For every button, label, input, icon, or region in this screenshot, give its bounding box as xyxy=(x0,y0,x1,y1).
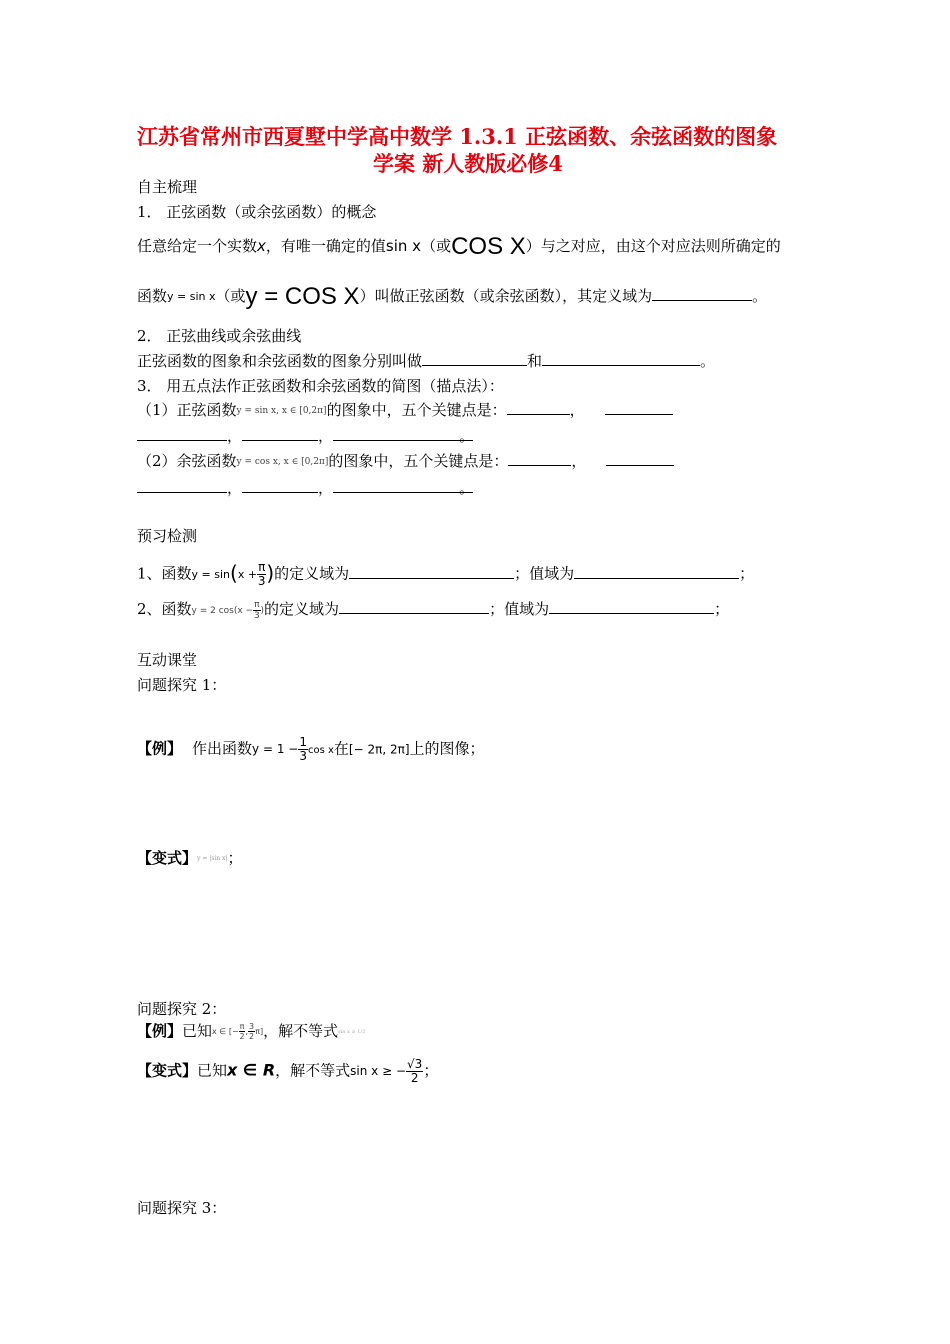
q2-formula: y = 2 cos(x − $\frac{\pi}{3}$ ) xyxy=(191,599,265,621)
sin-x-formula: sin x xyxy=(385,237,422,255)
y-sin-x-formula: y = sin x xyxy=(167,290,216,303)
y-cos-x-formula: y = COS X xyxy=(245,283,360,310)
problem-2-heading: 问题探究 2： xyxy=(137,1000,227,1018)
item1-line2: 函数y = sin x（或y = COS X）叫做正弦函数（或余弦函数），其定义域为 。 xyxy=(137,283,768,310)
ex1-interval: [− 2π, 2π] xyxy=(348,742,410,757)
cos-x-formula: COS X xyxy=(451,233,526,260)
answer-blank-cosine-point2[interactable] xyxy=(606,451,674,466)
example-1: 【例】 作出函数y = 1 − $\frac{1}{3}$ cos x在[− 2π, 2π]上的图像； xyxy=(137,735,485,763)
item3-title: 3． 用五点法作正弦函数和余弦函数的简图（描点法）： xyxy=(137,377,504,395)
answer-blank-domain[interactable] xyxy=(652,286,752,301)
answer-blank-q2-range[interactable] xyxy=(549,599,714,614)
item1-title: 1． 正弦函数（或余弦函数）的概念 xyxy=(137,203,377,221)
answer-blank-sine-point4[interactable] xyxy=(242,426,318,441)
example-2: 【例】已知x ∈ [− $\frac{\pi}{2}$ , $\frac{3}{2}$ π]，解不等式sin x ≥ 1/2 xyxy=(137,1022,366,1041)
section-heading-self-study: 自主梳理 xyxy=(137,178,198,196)
page-title-line1: 江苏省常州市西夏墅中学高中数学 1.3.1 正弦函数、余弦函数的图象 xyxy=(137,124,778,149)
problem-3-heading: 问题探究 3： xyxy=(137,1199,227,1217)
answer-blank-cosine-curve[interactable] xyxy=(542,351,700,366)
problem-1-heading: 问题探究 1： xyxy=(137,676,227,694)
item1-line1: 任意给定一个实数x，有唯一确定的值sin x（或COS X）与之对应，由这个对应法则所确定的 xyxy=(137,233,781,260)
answer-blank-sine-point5[interactable]: 。 xyxy=(333,426,473,441)
item3-1-line: （1）正弦函数y = sin x, x ∈ [0,2π]的图象中，五个关键点是： ， xyxy=(137,400,673,421)
answer-blank-q1-domain[interactable] xyxy=(349,564,514,579)
answer-blank-sine-curve[interactable] xyxy=(422,351,527,366)
item2-line: 正弦函数的图象和余弦函数的图象分别叫做 和 。 xyxy=(137,352,716,370)
answer-blank-sine-point2[interactable] xyxy=(605,400,673,415)
answer-blank-q1-range[interactable] xyxy=(574,564,739,579)
page-title-line2: 学案 新人教版必修4 xyxy=(373,151,563,176)
section-heading-preview: 预习检测 xyxy=(137,527,198,545)
q1-formula: y = sin(x + $\frac{\pi}{3}$ ) xyxy=(191,560,275,588)
answer-blank-q2-domain[interactable] xyxy=(339,599,489,614)
item3-2-line2: ， ， 。 xyxy=(137,478,473,498)
preview-q1: 1、函数y = sin(x + $\frac{\pi}{3}$ )的定义域为 ；值域为 ； xyxy=(137,560,755,588)
item3-1-line2: ， ， 。 xyxy=(137,426,473,446)
answer-blank-cosine-point4[interactable] xyxy=(242,478,318,493)
cosine-domain-formula: y = cos x, x ∈ [0,2π] xyxy=(236,457,329,467)
section-heading-interactive: 互动课堂 xyxy=(137,651,198,669)
var2-set: x ∈ R xyxy=(227,1060,276,1080)
ex2-domain-formula: x ∈ [− $\frac{\pi}{2}$ , $\frac{3}{2}$ π] xyxy=(212,1022,264,1041)
answer-blank-sine-point3[interactable] xyxy=(137,426,227,441)
answer-blank-sine-point1[interactable] xyxy=(507,400,570,415)
variant-2: 【变式】已知x ∈ R，解不等式sin x ≥ − $\frac{√3}{2}$ ； xyxy=(137,1057,439,1085)
ex2-inequality: sin x ≥ 1/2 xyxy=(338,1029,366,1035)
sine-domain-formula: y = sin x, x ∈ [0,2π] xyxy=(236,406,327,416)
preview-q2: 2、函数y = 2 cos(x − $\frac{\pi}{3}$ )的定义域为 ；值域为 ； xyxy=(137,599,730,621)
ex1-formula: y = 1 − $\frac{1}{3}$ cos x xyxy=(252,735,334,763)
answer-blank-cosine-point3[interactable] xyxy=(137,478,227,493)
item2-title: 2． 正弦曲线或余弦曲线 xyxy=(137,327,302,345)
answer-blank-cosine-point1[interactable] xyxy=(508,451,571,466)
var1-formula: y = |sin x| xyxy=(197,855,228,862)
answer-blank-cosine-point5[interactable]: 。 xyxy=(333,478,473,493)
var2-inequality: sin x ≥ − $\frac{√3}{2}$ xyxy=(350,1057,423,1085)
variant-1: 【变式】y = |sin x|； xyxy=(137,849,243,867)
item3-2-line: （2）余弦函数y = cos x, x ∈ [0,2π]的图象中，五个关键点是： ， xyxy=(137,451,674,472)
